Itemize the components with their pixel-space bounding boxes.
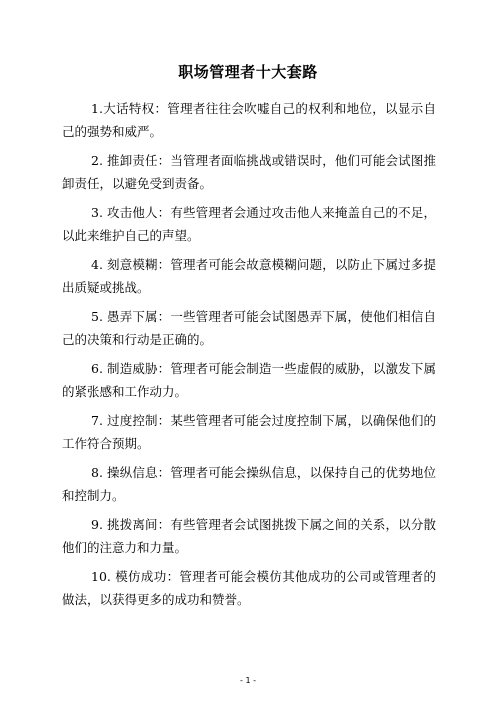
paragraph-3: 3. 攻击他人：有些管理者会通过攻击他人来掩盖自己的不足，以此来维护自己的声望。 <box>62 205 436 243</box>
paragraph-9: 9. 挑拨离间：有些管理者会试图挑拨下属之间的关系，以分散他们的注意力和力量。 <box>62 517 436 555</box>
paragraph-2: 2. 推卸责任：当管理者面临挑战或错误时，他们可能会试图推卸责任，以避免受到责备。 <box>62 153 436 191</box>
paragraph-1: 1.大话特权：管理者往往会吹嘘自己的权利和地位，以显示自己的强势和威严。 <box>62 101 436 139</box>
page-number: - 1 - <box>240 676 256 685</box>
document-body <box>62 97 436 617</box>
paragraph-6: 6. 制造威胁：管理者可能会制造一些虚假的威胁，以激发下属的紧张感和工作动力。 <box>62 361 436 399</box>
paragraph-5: 5. 愚弄下属：一些管理者可能会试图愚弄下属，使他们相信自己的决策和行动是正确的。 <box>62 309 436 347</box>
paragraph-4: 4. 刻意模糊：管理者可能会故意模糊问题，以防止下属过多提出质疑或挑战。 <box>62 257 436 295</box>
paragraph-8: 8. 操纵信息：管理者可能会操纵信息，以保持自己的优势地位和控制力。 <box>62 465 436 503</box>
paragraph-10: 10. 模仿成功：管理者可能会模仿其他成功的公司或管理者的做法，以获得更多的成功和赞誉。 <box>62 569 436 607</box>
paragraph-7: 7. 过度控制：某些管理者可能会过度控制下属，以确保他们的工作符合预期。 <box>62 413 436 451</box>
document-title: 职场管理者十大套路 <box>178 63 318 81</box>
